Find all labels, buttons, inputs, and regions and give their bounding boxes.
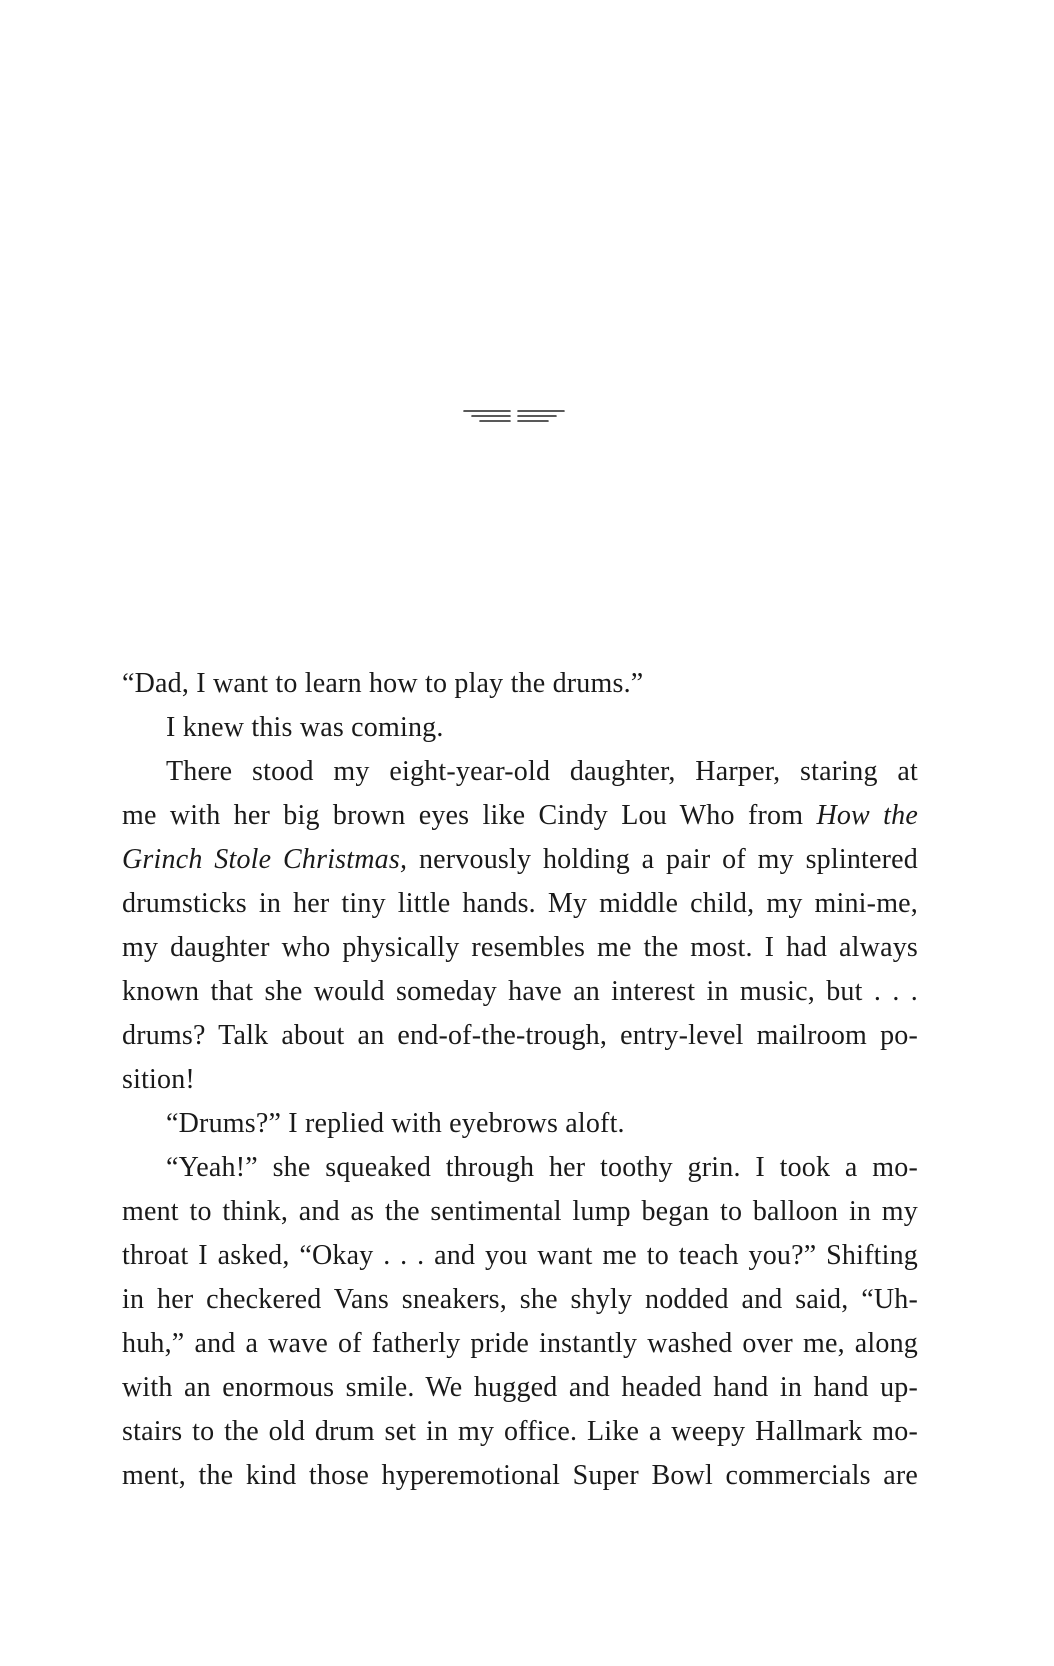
paragraph-line: in her checkered Vans sneakers, she shyly nodded and said, “Uh- [122,1284,918,1315]
paragraph-line: “Yeah!” she squeaked through her toothy grin. I took a mo- [166,1152,918,1183]
paragraph-line: “Drums?” I replied with eyebrows aloft. [166,1108,625,1139]
paragraph-line: drumsticks in her tiny little hands. My middle child, my mini-me, [122,888,918,919]
paragraph-line: “Dad, I want to learn how to play the drums.” [122,668,644,699]
line-text: me with her big brown eyes like Cindy Lou Who from [122,800,817,831]
book-title-italic: How the [816,800,918,831]
paragraph-line: drums? Talk about an end-of-the-trough, entry-level mailroom po- [122,1020,918,1051]
paragraph-line: throat I asked, “Okay . . . and you want me to teach you?” Shifting [122,1240,918,1271]
paragraph-line: sition! [122,1064,195,1095]
paragraph-line: There stood my eight-year-old daughter, Harper, staring at [166,756,918,787]
paragraph-line: stairs to the old drum set in my office. Like a weepy Hallmark mo- [122,1416,918,1447]
book-title-italic: Grinch Stole Christmas, [122,844,408,875]
section-break-ornament [462,407,566,427]
paragraph-line: I knew this was coming. [166,712,444,743]
paragraph-line: my daughter who physically resembles me the most. I had always [122,932,918,963]
paragraph-line: ment to think, and as the sentimental lump began to balloon in my [122,1196,918,1227]
paragraph-line: known that she would someday have an interest in music, but . . . [122,976,918,1007]
paragraph-line [122,794,918,838]
paragraph-line [122,838,918,882]
paragraph-line: with an enormous smile. We hugged and headed hand in hand up- [122,1372,918,1403]
paragraph-line: ment, the kind those hyperemotional Super Bowl commercials are [122,1460,918,1491]
paragraph-line: huh,” and a wave of fatherly pride instantly washed over me, along [122,1328,918,1359]
line-text: nervously holding a pair of my splintered [407,844,918,875]
